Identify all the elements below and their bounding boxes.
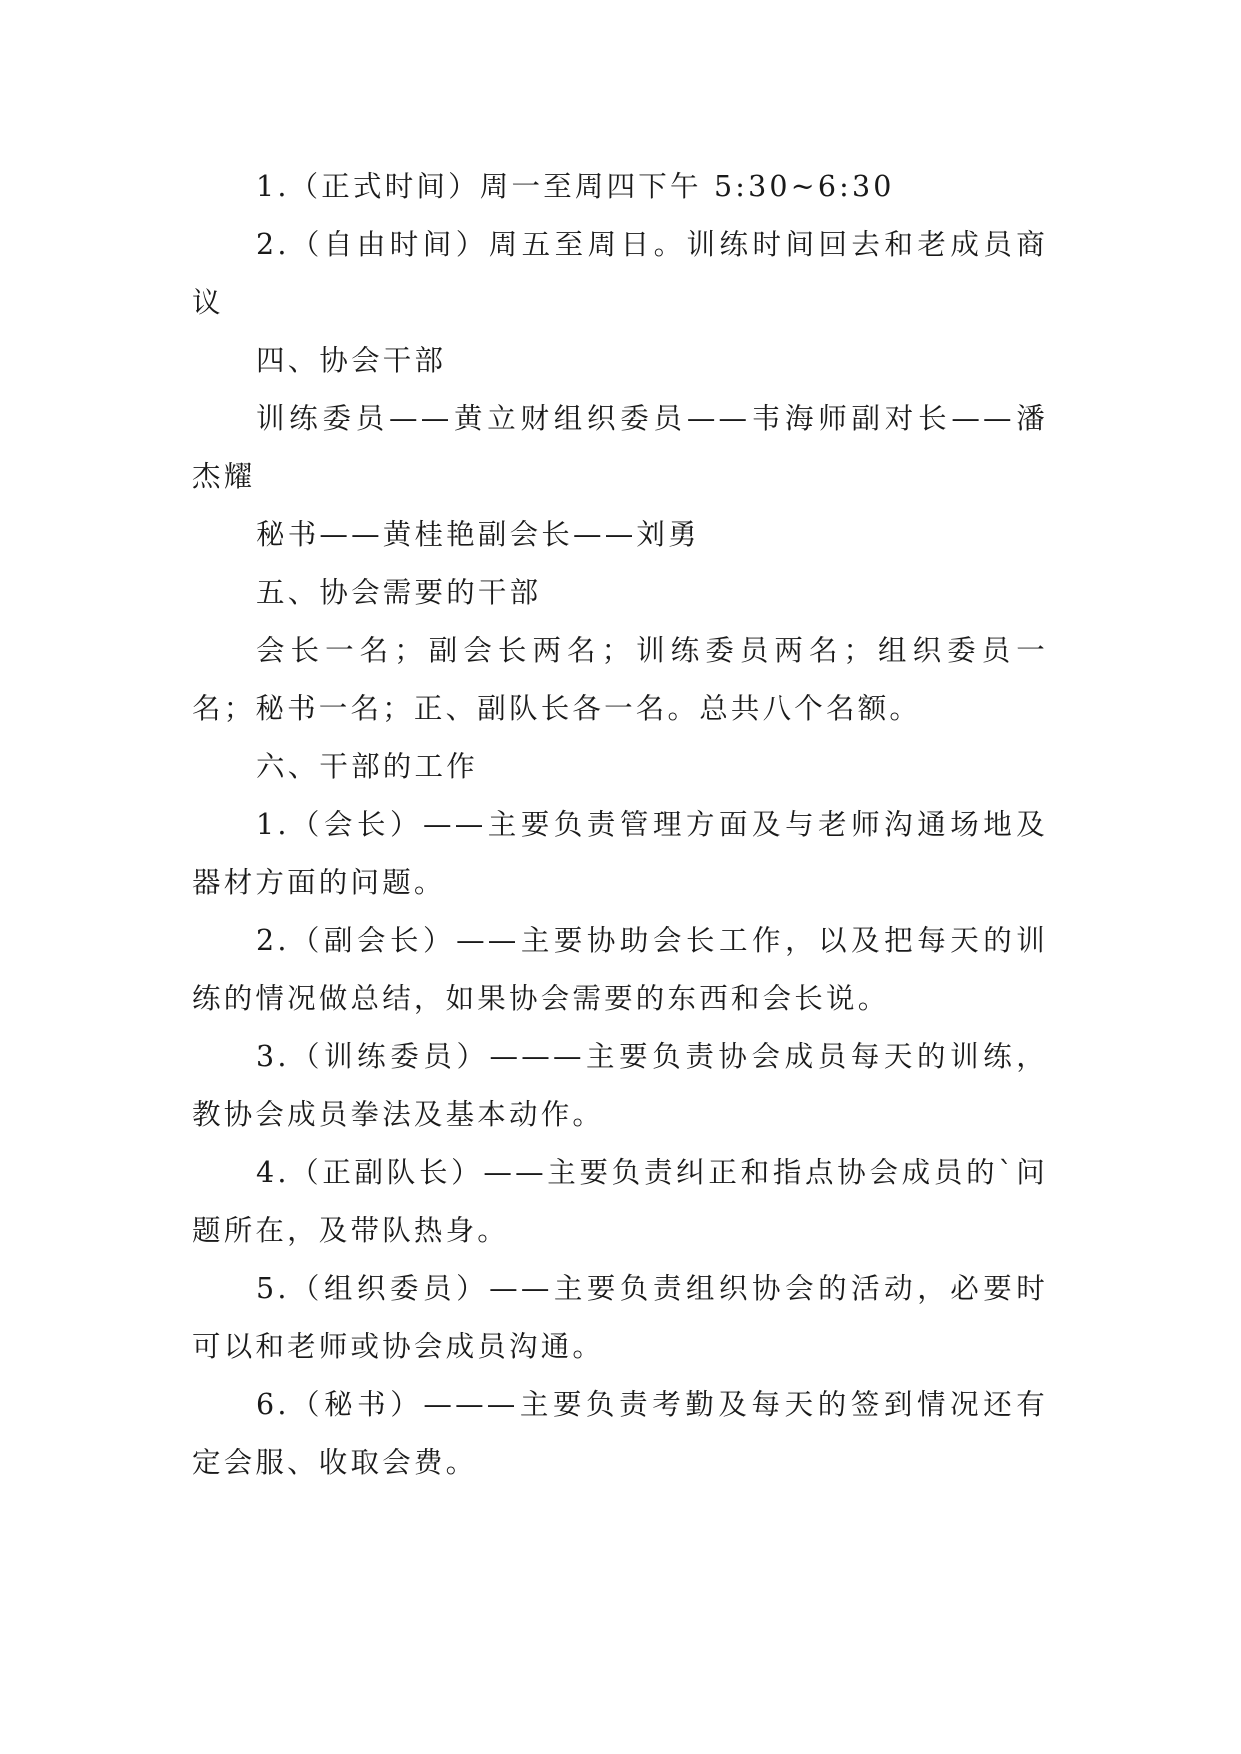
paragraph-duty-secretary: 6.（秘书）———主要负责考勤及每天的签到情况还有定会服、收取会费。 <box>192 1388 1048 1479</box>
heading-officer-duties: 六、干部的工作 <box>256 750 478 783</box>
paragraph-duty-team-captains: 4.（正副队长）——主要负责纠正和指点协会成员的`问题所在，及带队热身。 <box>192 1156 1048 1247</box>
paragraph-training-time-formal: 1.（正式时间）周一至周四下午 5:30~6:30 <box>256 170 895 203</box>
paragraph-duty-president: 1.（会长）——主要负责管理方面及与老师沟通场地及器材方面的问题。 <box>192 808 1048 899</box>
document-body <box>192 158 1048 1492</box>
paragraph-training-time-free: 2.（自由时间）周五至周日。训练时间回去和老成员商议 <box>192 228 1048 319</box>
paragraph-officer-list-1: 训练委员——黄立财组织委员——韦海师副对长——潘杰耀 <box>192 402 1048 493</box>
paragraph-duty-organization-officer: 5.（组织委员）——主要负责组织协会的活动，必要时可以和老师或协会成员沟通。 <box>192 1272 1048 1363</box>
heading-association-officers: 四、协会干部 <box>256 344 447 377</box>
paragraph-officer-list-2: 秘书——黄桂艳副会长——刘勇 <box>256 518 700 551</box>
paragraph-duty-training-officer: 3.（训练委员）———主要负责协会成员每天的训练，教协会成员拳法及基本动作。 <box>192 1040 1048 1131</box>
heading-officers-needed: 五、协会需要的干部 <box>256 576 542 609</box>
paragraph-duty-vice-president: 2.（副会长）——主要协助会长工作，以及把每天的训练的情况做总结，如果协会需要的东西和会长说。 <box>192 924 1048 1015</box>
paragraph-officer-quota: 会长一名；副会长两名；训练委员两名；组织委员一名；秘书一名；正、副队长各一名。总共八个名额。 <box>192 634 1048 725</box>
